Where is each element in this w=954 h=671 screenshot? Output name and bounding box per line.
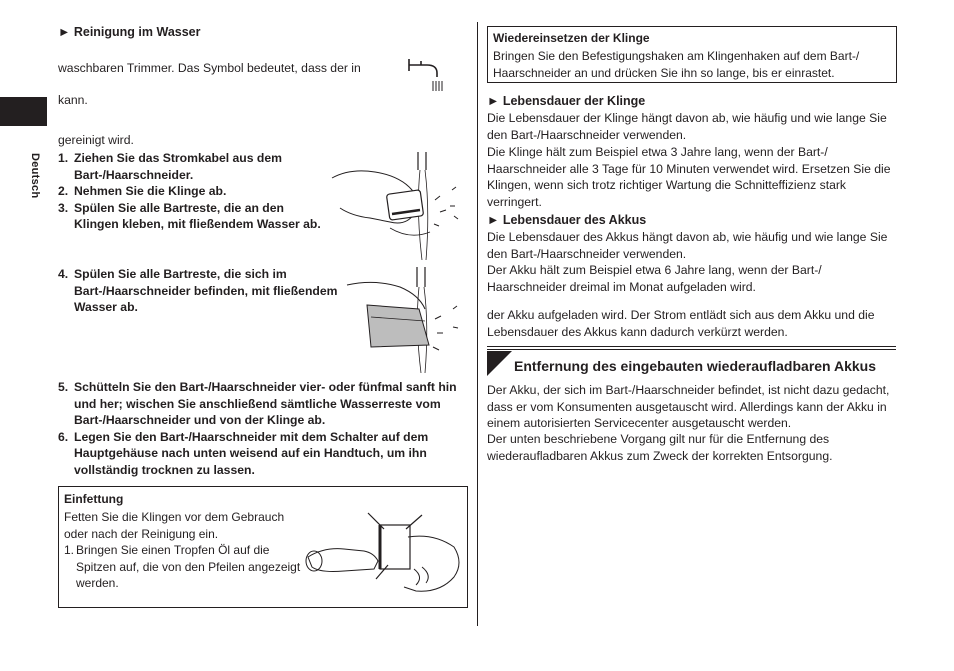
oiling-step: 1. Bringen Sie einen Tropfen Öl auf die Spitzen auf, die von den Pfeilen angezeigt werden. [64, 543, 301, 590]
step-2: 2. Nehmen Sie die Klinge ab. [58, 184, 227, 198]
reinsert-title: Wiedereinsetzen der Klinge [493, 31, 650, 45]
oiling-title: Einfettung [64, 492, 124, 506]
cleaning-step-4 [58, 266, 348, 316]
language-label: Deutsch [29, 153, 41, 199]
step-1: 1. Ziehen Sie das Stromkabel aus dem Bart-/Haarschneider. [58, 151, 282, 182]
step-5: 5. Schütteln Sie den Bart-/Haarschneider vier- oder fünfmal sanft hin und her; wischen Sie anschließend sämtliche Wasserreste vom Bart-/Haarschneider und von der Klinge ab. [58, 380, 457, 427]
oiling-illustration [304, 507, 464, 605]
language-tab-marker [0, 97, 47, 126]
battery-life-p3: der Akku aufgeladen wird. Der Strom entlädt sich aus dem Akku und die Lebensdauer des Akkus kann dadurch verkürzt werden. [487, 308, 875, 339]
column-divider [477, 22, 478, 626]
intro-line-3: gereinigt wird. [58, 133, 134, 147]
blade-life-p2: Die Klinge hält zum Beispiel etwa 3 Jahre lang, wenn der Bart-/ Haarschneider alle 3 Tage für 10 Minuten verwendet wird. Ersetzen Sie die Klingen, wenn sich trotz richtiger Wartung die Schnitteffizienz stark verringert. [487, 145, 891, 209]
cleaning-steps-5-6 [58, 379, 468, 478]
battery-life-p2: Der Akku hält zum Beispiel etwa 6 Jahre lang, wenn der Bart-/ Haarschneider dreimal im Monat aufgeladen wird. [487, 263, 822, 294]
oiling-box [58, 486, 468, 608]
removal-heading: Entfernung des eingebauten wiederaufladbaren Akkus [514, 358, 876, 374]
step-4: 4. Spülen Sie alle Bartreste, die sich im Bart-/Haarschneider befinden, mit fließendem Wasser ab. [58, 267, 338, 314]
water-cleaning-heading: ► Reinigung im Wasser [58, 25, 201, 39]
oiling-body: Fetten Sie die Klingen vor dem Gebrauch oder nach der Reinigung ein. [64, 510, 285, 541]
reinsert-body: Bringen Sie den Befestigungshaken am Klingenhaken auf dem Bart-/ Haarschneider an und drücken Sie ihn so lange, bis er einrastet. [493, 49, 860, 80]
cleaning-steps-1-3 [58, 150, 330, 233]
intro-line-1: waschbaren Trimmer. Das Symbol bedeutet, dass der in [58, 61, 361, 75]
reinsert-blade-box [487, 26, 897, 83]
intro-line-2: kann. [58, 93, 88, 107]
battery-life-heading: ► Lebensdauer des Akkus [487, 213, 647, 227]
rinse-trimmer-illustration [345, 265, 470, 375]
battery-life-p1: Die Lebensdauer des Akkus hängt davon ab, wie häufig und wie lange Sie den Bart-/Haarschneider verwenden. [487, 230, 888, 261]
section-triangle-marker [487, 351, 512, 376]
section-rule-top [487, 346, 896, 347]
removal-p2: Der unten beschriebene Vorgang gilt nur für die Entfernung des wiederaufladbaren Akkus zum Zweck der korrekten Entsorgung. [487, 432, 833, 463]
removal-p1: Der Akku, der sich im Bart-/Haarschneider befindet, ist nicht dazu gedacht, dass er vom Konsumenten ausgetauscht wird. Allerdings kann der Akku in einem autorisierten Servicecenter ausgetauscht werden. [487, 383, 890, 430]
step-3: 3. Spülen Sie alle Bartreste, die an den Klingen kleben, mit fließendem Wasser ab. [58, 200, 321, 231]
section-rule-bottom [487, 349, 896, 350]
step-6: 6. Legen Sie den Bart-/Haarschneider mit dem Schalter auf dem Hauptgehäuse nach unten weisend auf ein Handtuch, um ihn vollständig trocknen zu lassen. [58, 429, 429, 477]
faucet-icon [407, 55, 445, 93]
rinse-blade-illustration [330, 150, 465, 265]
blade-life-p1: Die Lebensdauer der Klinge hängt davon ab, wie häufig und wie lange Sie den Bart-/Haarschneider verwenden. [487, 111, 887, 142]
blade-life-heading: ► Lebensdauer der Klinge [487, 94, 646, 108]
